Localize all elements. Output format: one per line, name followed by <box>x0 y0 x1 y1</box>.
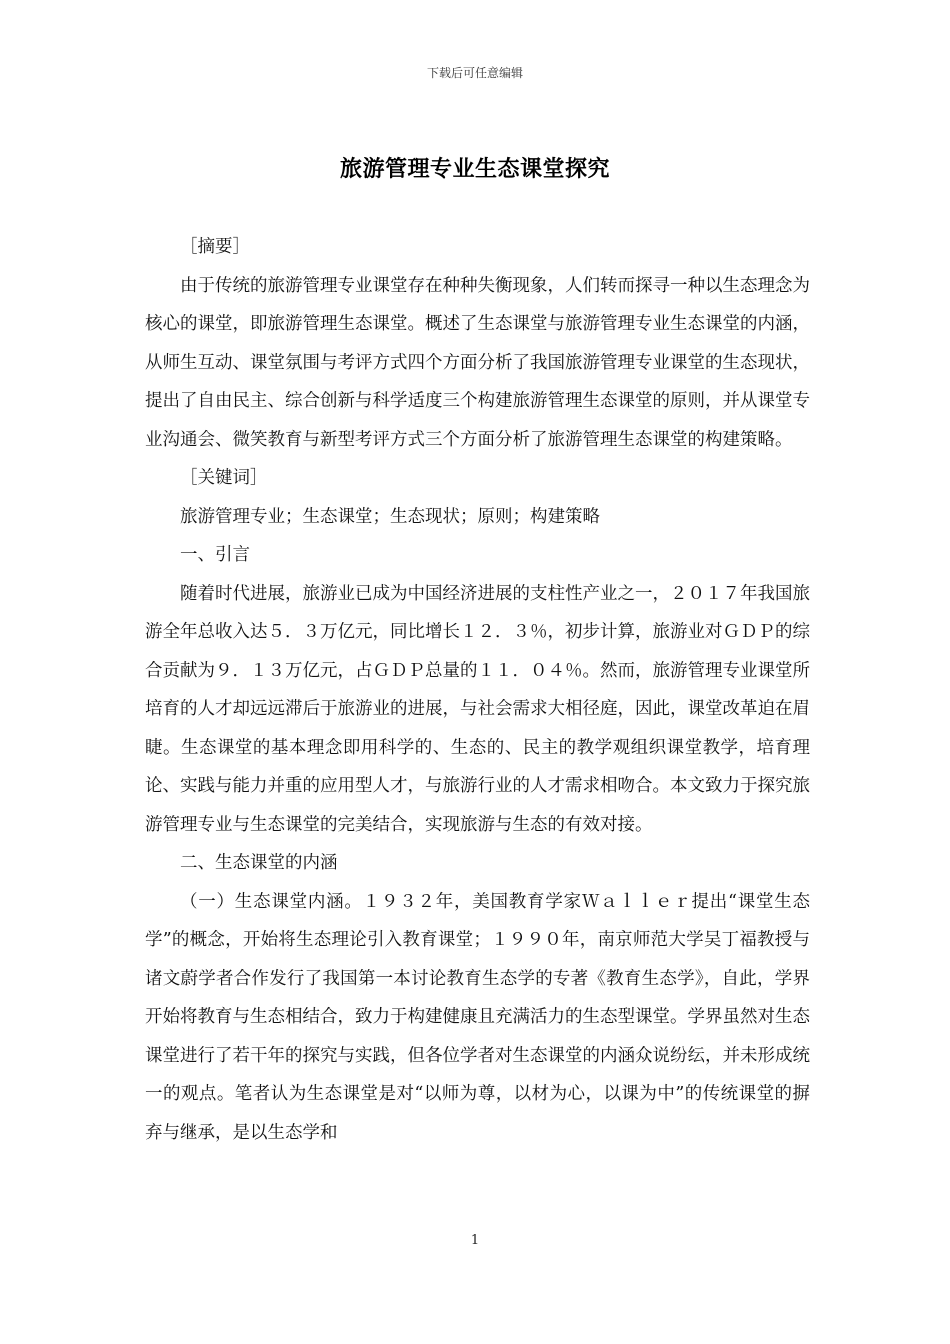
keywords-paragraph: 旅游管理专业；生态课堂；生态现状；原则；构建策略 <box>180 506 600 527</box>
page-number: 1 <box>470 1233 480 1248</box>
document-body <box>145 228 810 1152</box>
abstract-paragraph: 由于传统的旅游管理专业课堂存在种种失衡现象，人们转而探寻一种以生态理念为核心的课堂，即旅游管理生态课堂。概述了生态课堂与旅游管理专业生态课堂的内涵，从师生互动、课堂氛围与考评方式四个方面分析了我国旅游管理专业课堂的生态现状，提出了自由民主、综合创新与科学适度三个构建旅游管理生态课堂的原则，并从课堂专业沟通会、微笑教育与新型考评方式三个方面分析了旅游管理生态课堂的构建策略。 <box>145 275 810 450</box>
document-title: 旅游管理专业生态课堂探究 <box>339 156 610 182</box>
header-note: 下载后可任意编辑 <box>426 66 523 80</box>
keywords-heading: ［关键词］ <box>180 468 268 488</box>
intro-heading: 一、引言 <box>180 545 250 565</box>
intro-paragraph: 随着时代进展，旅游业已成为中国经济进展的支柱性产业之一，２０１７年我国旅游全年总收入达５．３万亿元，同比增长１２．３％，初步计算，旅游业对ＧＤＰ的综合贡献为９．１３万亿元，占ＧＤＰ总量的１１．０４％。然而，旅游管理专业课堂所培育的人才却远远滞后于旅游业的进展，与社会需求大相径庭，因此，课堂改革迫在眉睫。生态课堂的基本理念即用科学的、生态的、民主的教学观组织课堂教学，培育理论、实践与能力并重的应用型人才，与旅游行业的人才需求相吻合。本文致力于探究旅游管理专业与生态课堂的完美结合，实现旅游与生态的有效对接。 <box>145 583 810 835</box>
abstract-heading: ［摘要］ <box>180 237 250 257</box>
section2-heading: 二、生态课堂的内涵 <box>180 853 338 873</box>
section2-paragraph: （一）生态课堂内涵。１９３２年，美国教育学家Ｗａｌｌｅｒ提出“课堂生态学”的概念，开始将生态理论引入教育课堂；１９９０年，南京师范大学吴丁福教授与诸文蔚学者合作发行了我国第一本讨论教育生态学的专著《教育生态学》，自此，学界开始将教育与生态相结合，致力于构建健康且充满活力的生态型课堂。学界虽然对生态课堂进行了若干年的探究与实践，但各位学者对生态课堂的内涵众说纷纭，并未形成统一的观点。笔者认为生态课堂是对“以师为尊，以材为心，以课为中”的传统课堂的摒弃与继承，是以生态学和 <box>145 891 810 1143</box>
